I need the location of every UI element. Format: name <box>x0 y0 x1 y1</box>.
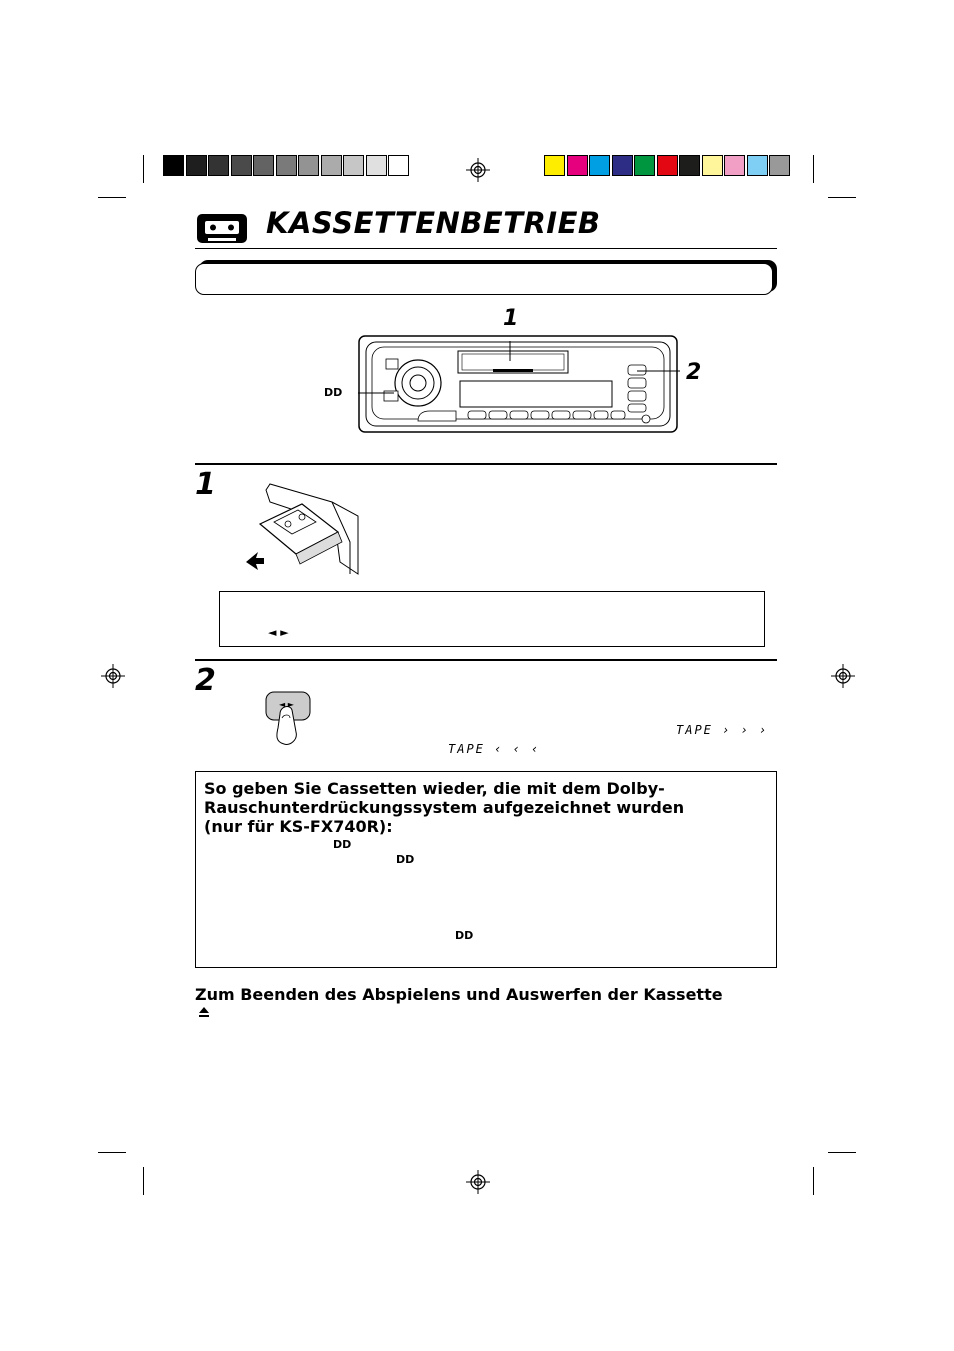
title-rule <box>195 248 777 249</box>
crop-mark <box>828 1152 856 1153</box>
calibration-swatch <box>567 155 588 176</box>
step-number-2: 2 <box>195 663 216 698</box>
calibration-swatch <box>186 155 207 176</box>
diagram-callout-1: 1 <box>503 306 519 331</box>
calibration-swatch <box>747 155 768 176</box>
dolby-heading-line2: Rauschunterdrückungssystem aufgezeichnet wurden <box>204 798 685 817</box>
dolby-heading-line1: So geben Sie Cassetten wieder, die mit dem Dolby- <box>204 779 665 798</box>
crop-mark <box>143 1167 144 1195</box>
calibration-swatch <box>769 155 790 176</box>
calibration-swatch <box>679 155 700 176</box>
dolby-heading-line3: (nur für KS-FX740R): <box>204 817 393 836</box>
registration-target-icon <box>831 664 855 688</box>
calibration-swatch <box>366 155 387 176</box>
registration-target-icon <box>101 664 125 688</box>
car-stereo-diagram <box>358 335 680 435</box>
dolby-symbol: DD <box>333 838 352 851</box>
calibration-swatch <box>163 155 184 176</box>
registration-target-icon <box>466 1170 490 1194</box>
page-title: KASSETTENBETRIEB <box>266 206 601 240</box>
calibration-swatch <box>343 155 364 176</box>
calibration-swatch <box>589 155 610 176</box>
calibration-swatch <box>724 155 745 176</box>
dolby-box-heading <box>204 779 684 836</box>
stop-eject-heading: Zum Beenden des Abspielens und Auswerfen der Kassette <box>195 985 723 1004</box>
eject-icon <box>198 1006 210 1018</box>
cassette-insert-illustration <box>240 482 364 578</box>
note-box <box>219 591 765 647</box>
lcd-tape-forward: TAPE › › › <box>676 723 769 737</box>
finger-press-button-illustration <box>262 688 316 746</box>
calibration-swatch <box>276 155 297 176</box>
calibration-swatch <box>702 155 723 176</box>
diagram-callout-2: 2 <box>686 360 702 385</box>
calibration-swatch <box>612 155 633 176</box>
section-banner <box>195 263 773 295</box>
registration-target-icon <box>466 158 490 182</box>
play-button-label: ◄ ► <box>279 700 294 709</box>
crop-mark <box>813 155 814 183</box>
crop-mark <box>143 155 144 183</box>
crop-mark <box>813 1167 814 1195</box>
calibration-swatch <box>208 155 229 176</box>
crop-mark <box>98 197 126 198</box>
calibration-swatch <box>634 155 655 176</box>
calibration-swatch <box>298 155 319 176</box>
dolby-symbol: DD <box>455 929 474 942</box>
crop-mark <box>98 1152 126 1153</box>
calibration-swatch <box>231 155 252 176</box>
step-divider <box>195 659 777 661</box>
dolby-symbol: DD <box>324 386 343 399</box>
calibration-swatch <box>388 155 409 176</box>
calibration-swatch <box>657 155 678 176</box>
step-divider <box>195 463 777 465</box>
lcd-tape-reverse: TAPE ‹ ‹ ‹ <box>448 742 541 756</box>
step-number-1: 1 <box>195 467 216 502</box>
crop-mark <box>828 197 856 198</box>
calibration-swatch <box>544 155 565 176</box>
dolby-symbol: DD <box>396 853 415 866</box>
calibration-swatch <box>253 155 274 176</box>
cassette-icon <box>196 213 248 244</box>
calibration-swatch <box>321 155 342 176</box>
play-arrows-symbol: ◄ ► <box>268 626 289 639</box>
